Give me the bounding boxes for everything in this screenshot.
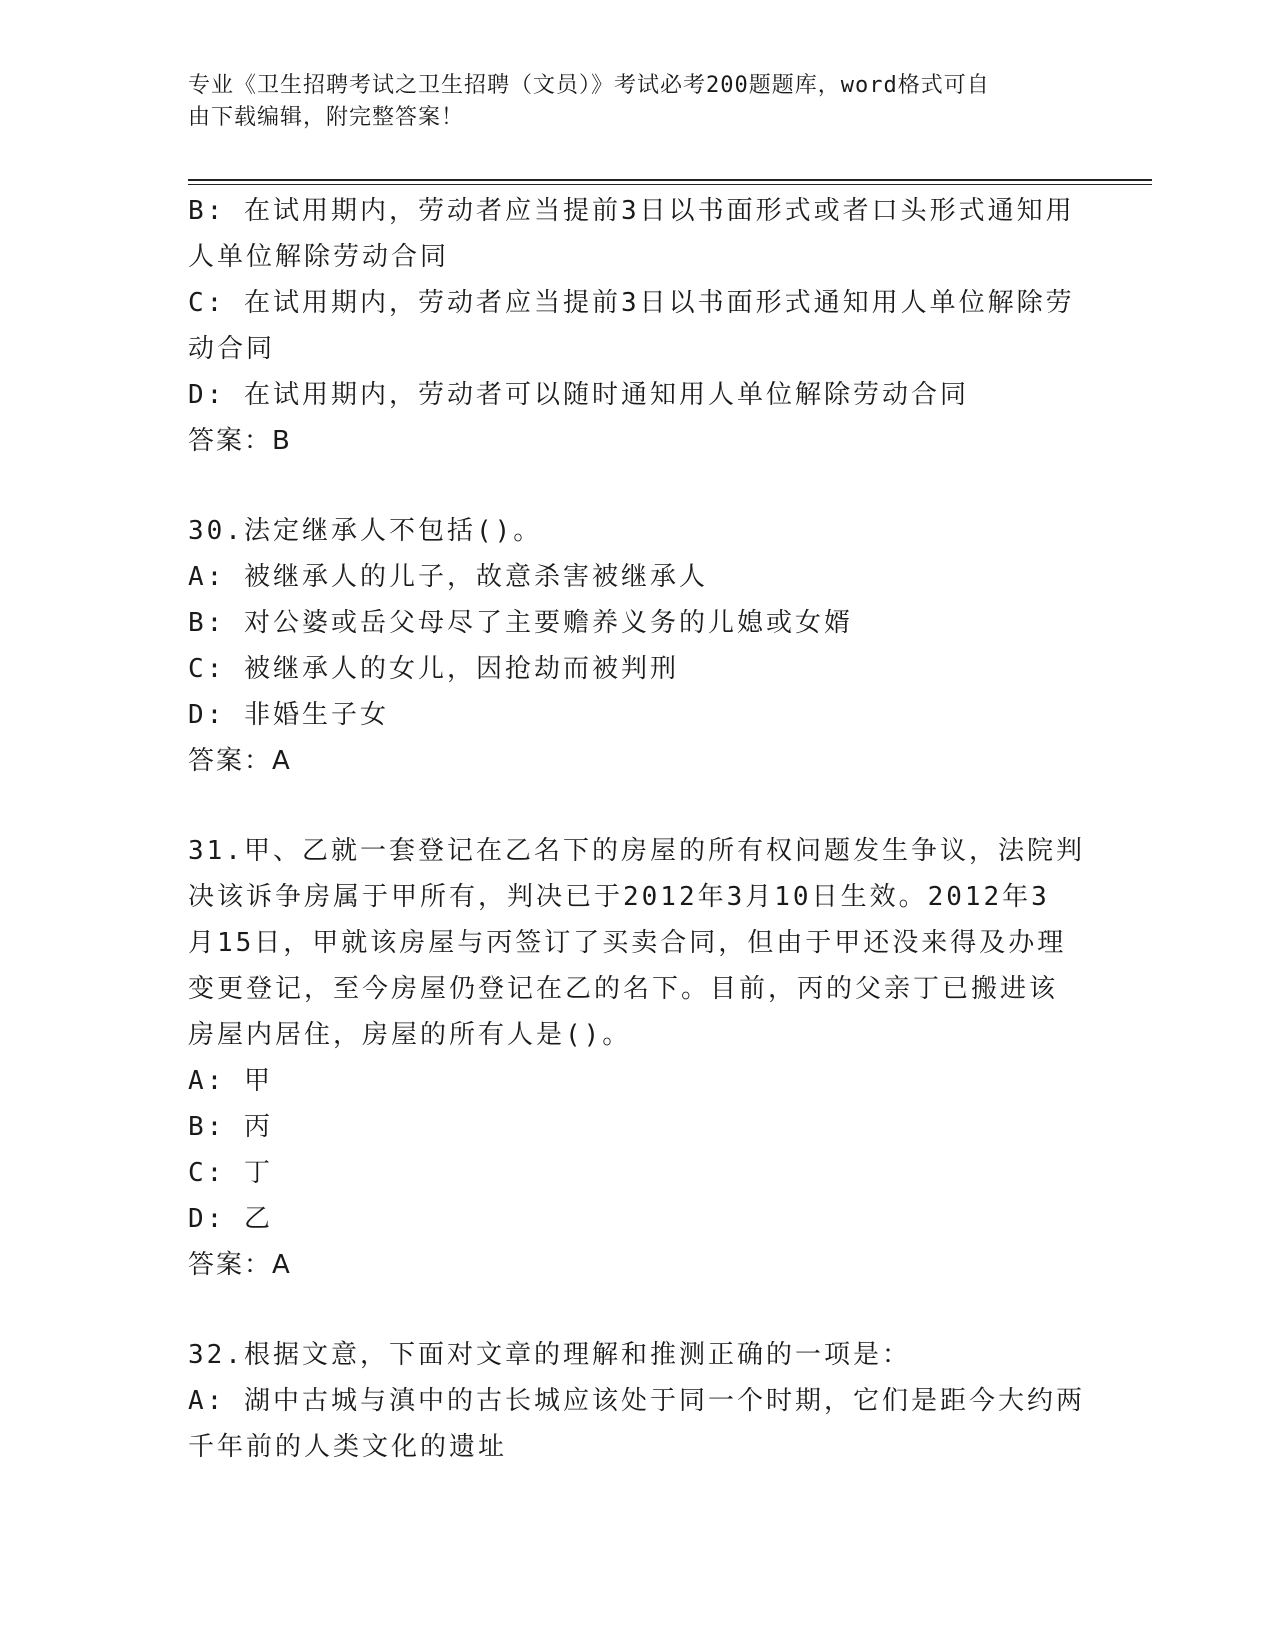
question-stem-continued: 房屋内居住，房屋的所有人是()。 [188,1020,632,1050]
option-c: C: 丁 [188,1158,273,1188]
header-line: 由下载编辑，附完整答案！ [188,105,465,130]
question-30 [188,508,1088,784]
option-d: D: 非婚生子女 [188,700,389,730]
question-stem-continued: 决该诉争房属于甲所有，判决已于2012年3月10日生效。2012年3 [188,882,1050,912]
header-line: 专业《卫生招聘考试之卫生招聘（文员）》考试必考200题题库，word格式可自 [188,73,990,98]
option-a-continued: 千年前的人类文化的遗址 [188,1432,508,1462]
question-31 [188,828,1088,1288]
spacer [188,464,1088,508]
option-a: A: 湖中古城与滇中的古长城应该处于同一个时期，它们是距今大约两 [188,1386,1085,1416]
option-d: D: 在试用期内，劳动者可以随时通知用人单位解除劳动合同 [188,380,969,410]
question-stem: 31.甲、乙就一套登记在乙名下的房屋的所有权问题发生争议，法院判 [188,836,1085,866]
question-stem-continued: 月15日，甲就该房屋与丙签订了买卖合同，但由于甲还没来得及办理 [188,928,1067,958]
option-b: B: 对公婆或岳父母尽了主要赡养义务的儿媳或女婿 [188,608,853,638]
header-divider [188,179,1152,181]
header-divider-thin [188,184,1152,185]
answer: 答案：B [188,426,292,456]
question-stem: 30.法定继承人不包括()。 [188,516,543,546]
answer: 答案：A [188,746,292,776]
question-stem-continued: 变更登记，至今房屋仍登记在乙的名下。目前，丙的父亲丁已搬进该 [188,974,1059,1004]
option-d: D: 乙 [188,1204,273,1234]
option-c: C: 被继承人的女儿，因抢劫而被判刑 [188,654,679,684]
option-b: B: 在试用期内，劳动者应当提前3日以书面形式或者口头形式通知用 [188,196,1075,226]
option-b-continued: 人单位解除劳动合同 [188,242,450,272]
option-c-continued: 动合同 [188,334,276,364]
spacer [188,784,1088,828]
question-list [188,188,1088,1470]
question-stem: 32.根据文意，下面对文章的理解和推测正确的一项是： [188,1340,911,1370]
question-29 [188,188,1088,464]
document-header [188,70,1068,134]
spacer [188,1288,1088,1332]
option-a: A: 被继承人的儿子，故意杀害被继承人 [188,562,708,592]
answer: 答案：A [188,1250,292,1280]
question-32 [188,1332,1088,1470]
option-b: B: 丙 [188,1112,273,1142]
option-c: C: 在试用期内，劳动者应当提前3日以书面形式通知用人单位解除劳 [188,288,1075,318]
option-a: A: 甲 [188,1066,273,1096]
